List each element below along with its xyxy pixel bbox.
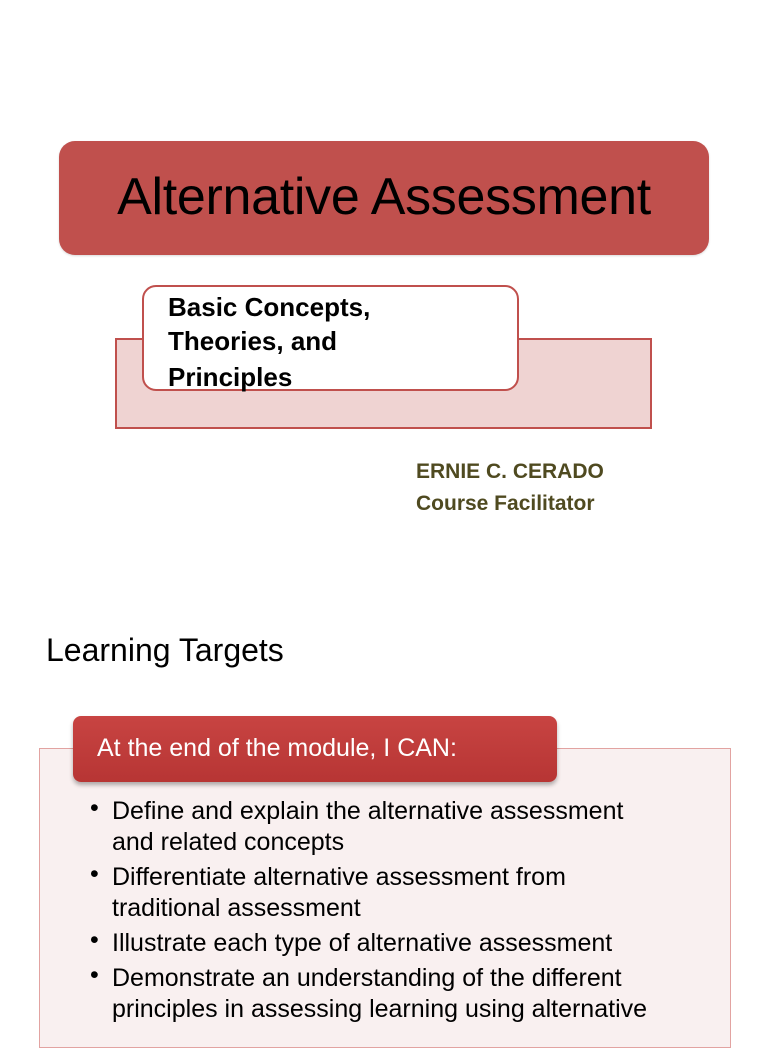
targets-header-text: At the end of the module, I CAN: bbox=[97, 734, 457, 762]
slide-title: Alternative Assessment bbox=[117, 168, 651, 226]
subtitle-line: Theories, and bbox=[168, 326, 338, 356]
list-item: • Differentiate alternative assessment from traditional assessment bbox=[90, 860, 566, 922]
learning-targets-slide bbox=[0, 590, 768, 1024]
title-banner bbox=[59, 141, 709, 255]
subtitle-line: Basic Concepts, bbox=[168, 292, 371, 322]
bullet-icon: • bbox=[90, 860, 99, 888]
subtitle-box bbox=[142, 285, 519, 391]
bullet-icon: • bbox=[90, 794, 99, 822]
author-role: Course Facilitator bbox=[416, 492, 595, 515]
list-item: • Demonstrate an understanding of the different principles in assessing learning using alternative bbox=[90, 961, 648, 1023]
list-item: • Illustrate each type of alternative assessment bbox=[90, 926, 613, 957]
targets-header-banner bbox=[73, 716, 557, 782]
section-heading: Learning Targets bbox=[46, 632, 284, 668]
targets-list bbox=[90, 796, 690, 1029]
subtitle-line: Principles bbox=[168, 362, 293, 392]
bullet-icon: • bbox=[90, 961, 99, 989]
bullet-icon: • bbox=[90, 926, 99, 954]
list-item: • Define and explain the alternative assessment and related concepts bbox=[90, 794, 624, 856]
author-name: ERNIE C. CERADO bbox=[416, 460, 604, 483]
